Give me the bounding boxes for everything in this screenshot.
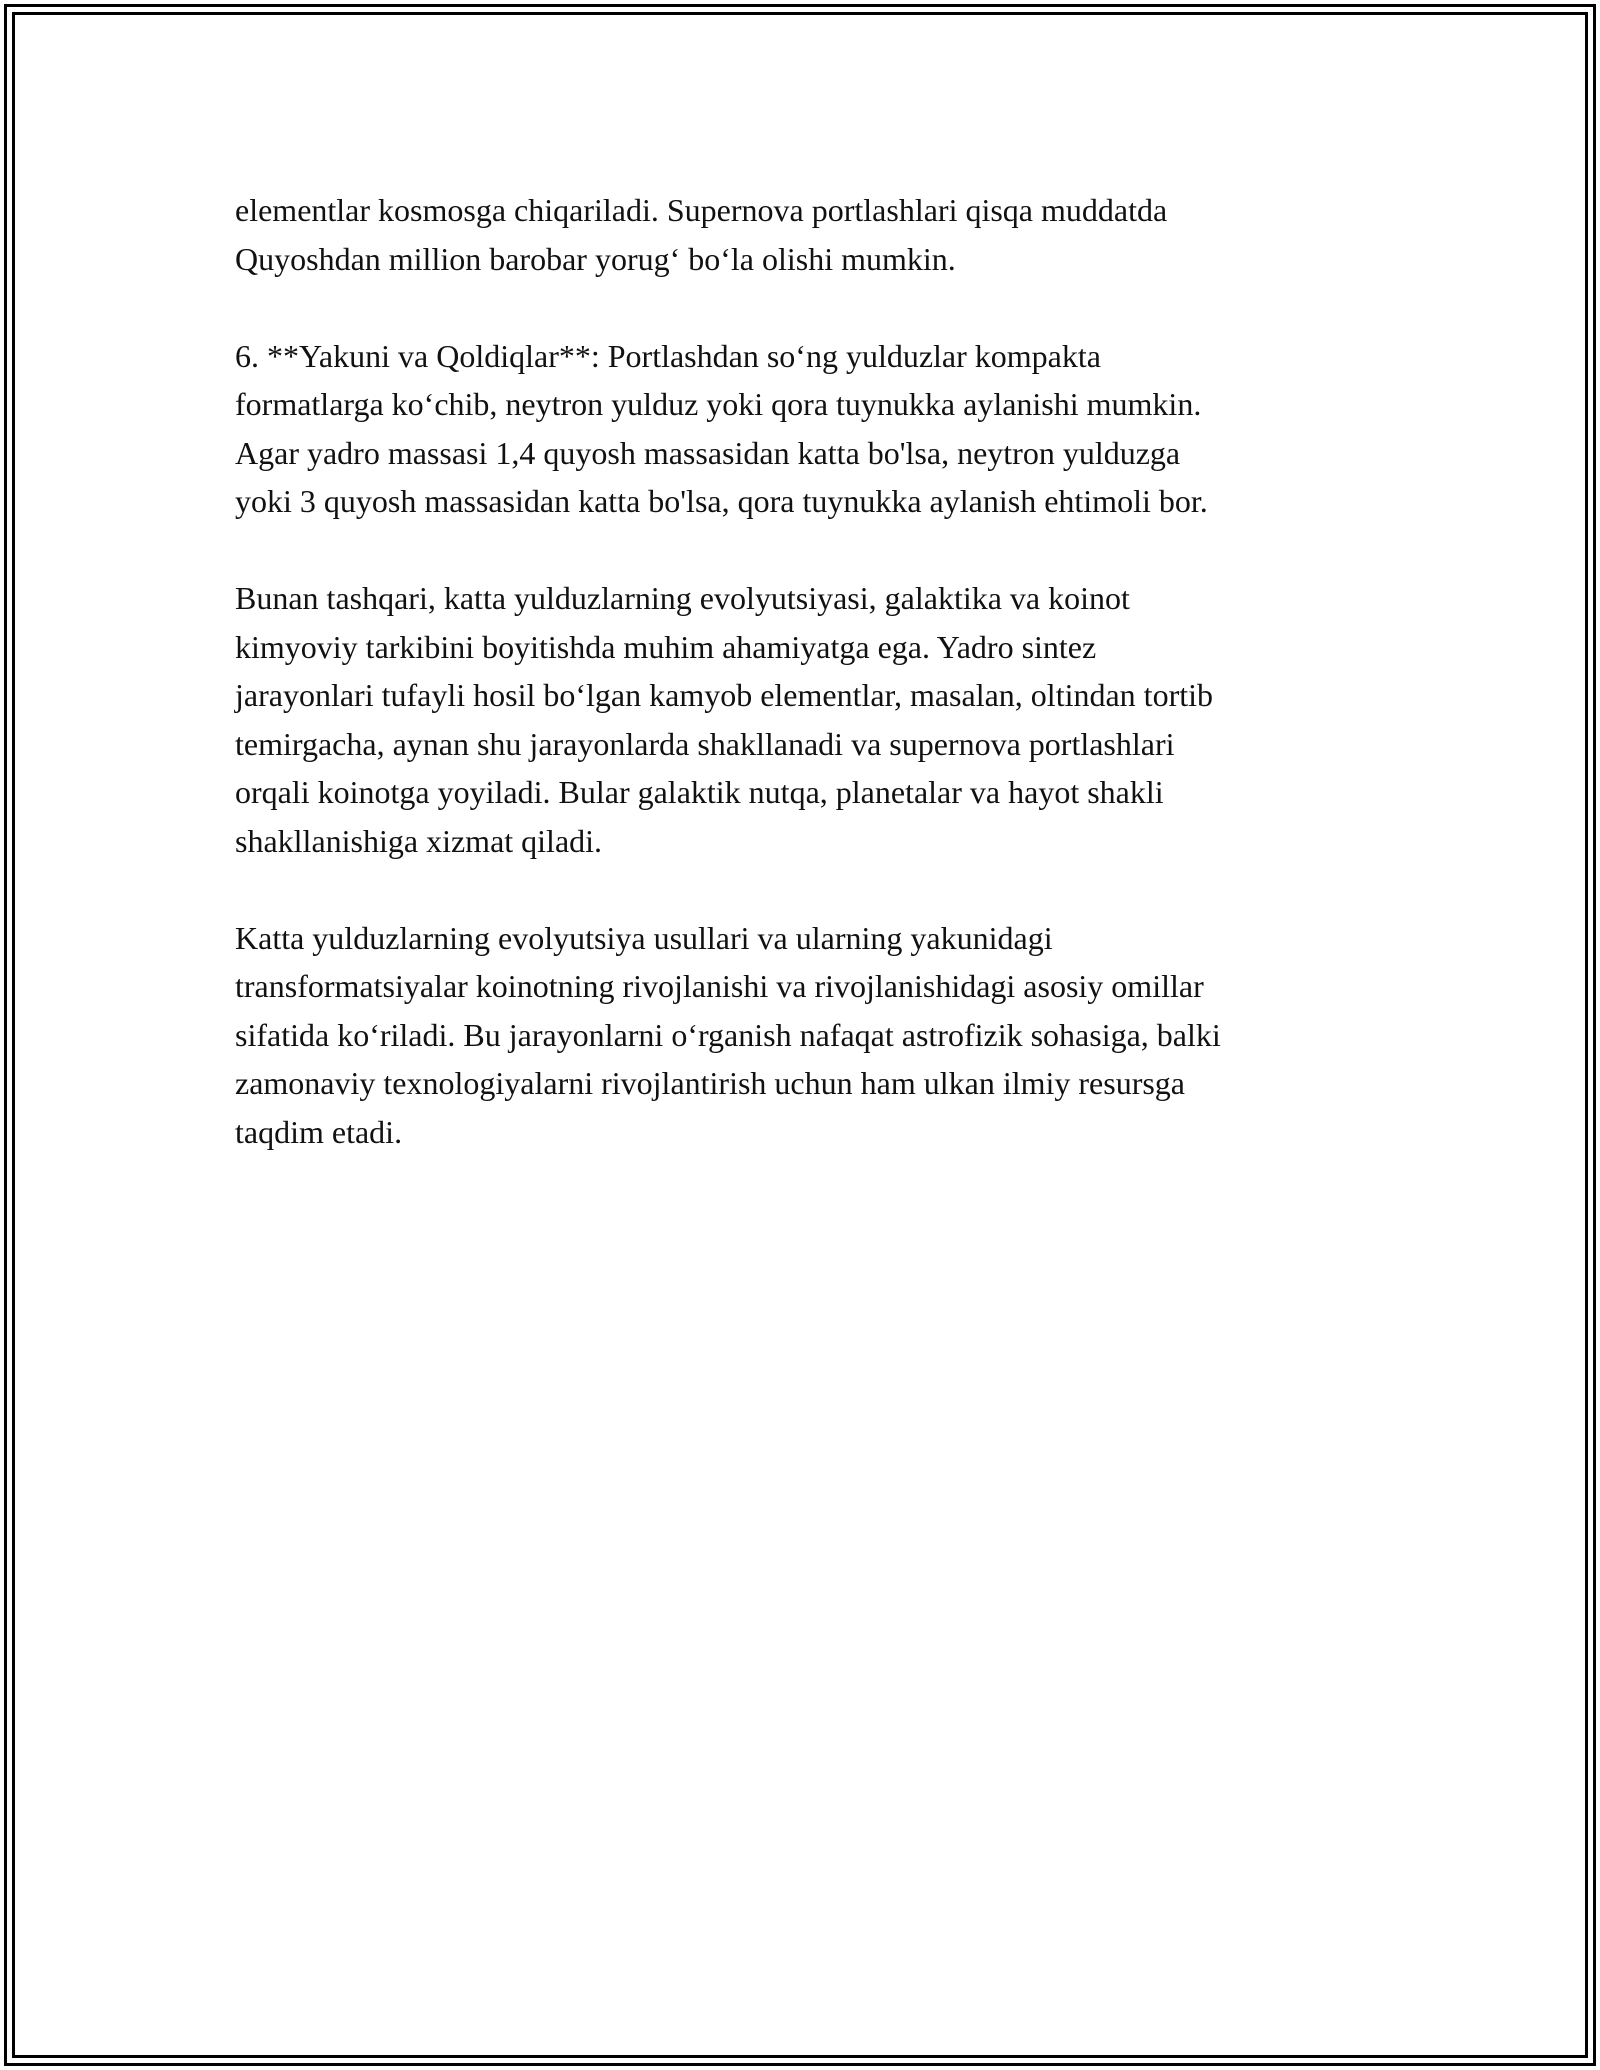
text-line: orqali koinotga yoyiladi. Bular galaktik nutqa, planetalar va hayot shakli <box>235 774 1164 810</box>
paragraph-conclusion <box>235 914 1415 1157</box>
text-line: Bunan tashqari, katta yulduzlarning evolyutsiyasi, galaktika va koinot <box>235 580 1130 616</box>
text-line: transformatsiyalar koinotning rivojlanishi va rivojlanishidagi asosiy omillar <box>235 968 1204 1004</box>
text-line: shakllanishiga xizmat qiladi. <box>235 822 603 859</box>
text-line: taqdim etadi. <box>235 1113 403 1150</box>
text-line: temirgacha, aynan shu jarayonlarda shakllanadi va supernova portlashlari <box>235 725 1175 762</box>
text-line: yoki 3 quyosh massasidan katta bo'lsa, qora tuynukka aylanish ehtimoli bor. <box>235 483 1208 519</box>
text-line: zamonaviy texnologiyalarni rivojlantirish uchun ham ulkan ilmiy resursga <box>235 1065 1185 1101</box>
text-line: Agar yadro massasi 1,4 quyosh massasidan katta bo'lsa, neytron yulduzga <box>235 434 1181 471</box>
text-line: kimyoviy tarkibini boyitishda muhim ahamiyatga ega. Yadro sintez <box>235 628 1097 665</box>
text-line: elementlar kosmosga chiqariladi. Supernova portlashlari qisqa muddatda <box>235 192 1168 228</box>
text-line: Katta yulduzlarning evolyutsiya usullari va ularning yakunidagi <box>235 919 1053 956</box>
text-line: formatlarga ko‘chib, neytron yulduz yoki qora tuynukka aylanishi mumkin. <box>235 386 1202 422</box>
paragraph-supernova-brightness <box>235 186 1415 283</box>
text-line: sifatida ko‘riladi. Bu jarayonlarni o‘rganish nafaqat astrofizik sohasiga, balki <box>235 1016 1221 1053</box>
text-line: 6. **Yakuni va Qoldiqlar**: Portlashdan so‘ng yulduzlar kompakta <box>235 337 1101 374</box>
document-body <box>235 186 1415 1205</box>
paragraph-remnants <box>235 332 1415 526</box>
text-line: Quyoshdan million barobar yorug‘ bo‘la olishi mumkin. <box>235 240 956 277</box>
paragraph-chemical-enrichment <box>235 574 1415 865</box>
text-line: jarayonlari tufayli hosil bo‘lgan kamyob elementlar, masalan, oltindan tortib <box>235 677 1213 713</box>
